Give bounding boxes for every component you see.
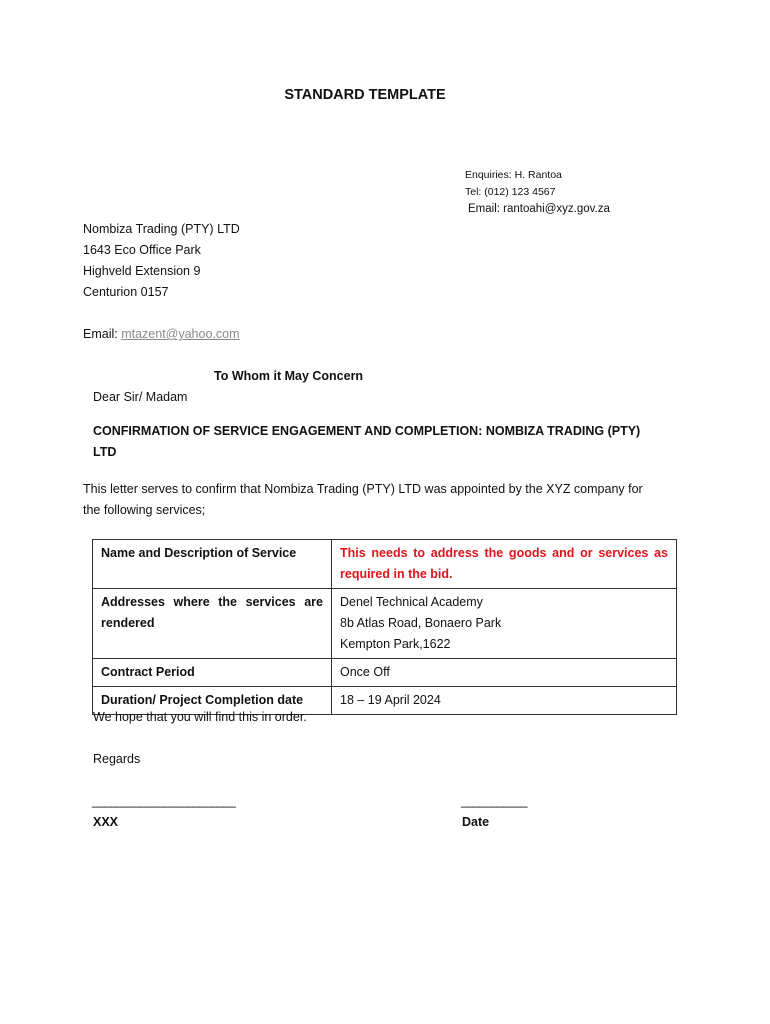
regards: Regards (93, 752, 141, 766)
table-row (93, 659, 677, 687)
recipient-address-line: 1643 Eco Office Park (83, 243, 201, 257)
closing-sentence: We hope that you will find this in order. (93, 710, 307, 724)
table-label-cell (93, 659, 332, 687)
table-row (93, 589, 677, 659)
address-value: Denel Technical Academy (340, 595, 483, 609)
subject-line: LTD (93, 445, 117, 459)
service-name-label: Name and Description of Service (101, 546, 297, 560)
service-description-value: required in the bid. (340, 567, 453, 581)
address-value: Kempton Park,1622 (340, 637, 451, 651)
enquiries-tel: Tel: (012) 123 4567 (465, 186, 556, 198)
table-value-cell (332, 659, 677, 687)
recipient-email-link[interactable]: mtazent@yahoo.com (121, 327, 240, 341)
enquiries-email: Email: rantoahi@xyz.gov.za (468, 203, 610, 215)
duration-value: 18 – 19 April 2024 (340, 693, 441, 707)
intro-paragraph: This letter serves to confirm that Nombiza Trading (PTY) LTD was appointed by the XYZ company for (83, 482, 643, 496)
service-description-value: This needs to address the goods and or services as (340, 546, 668, 560)
address-value: 8b Atlas Road, Bonaero Park (340, 616, 502, 630)
table-value-cell (332, 687, 677, 715)
salutation: Dear Sir/ Madam (93, 390, 188, 404)
table-label-cell (93, 540, 332, 589)
recipient-address-line: Highveld Extension 9 (83, 264, 201, 278)
to-whom-heading: To Whom it May Concern (214, 369, 364, 383)
recipient-address-line: Centurion 0157 (83, 285, 169, 299)
signature-line: ________________________ (92, 794, 235, 808)
contract-period-label: Contract Period (101, 665, 195, 679)
table-value-cell (332, 589, 677, 659)
document-title: STANDARD TEMPLATE (284, 87, 446, 103)
contract-period-value: Once Off (340, 665, 390, 679)
service-table (92, 539, 677, 715)
table-value-cell (332, 540, 677, 589)
intro-paragraph: the following services; (83, 503, 206, 517)
enquiries-name: Enquiries: H. Rantoa (465, 169, 562, 181)
signature-name: XXX (93, 815, 119, 829)
subject-line: CONFIRMATION OF SERVICE ENGAGEMENT AND COMPLETION: NOMBIZA TRADING (PTY) (93, 424, 641, 438)
table-label-cell (93, 589, 332, 659)
addresses-label: Addresses where the services are (101, 595, 323, 609)
addresses-label: rendered (101, 616, 155, 630)
recipient-email-label: Email: (83, 327, 122, 341)
recipient-name: Nombiza Trading (PTY) LTD (83, 222, 240, 236)
date-line: ___________ (461, 794, 527, 808)
recipient-email (83, 327, 240, 341)
date-label: Date (462, 815, 490, 829)
duration-label: Duration/ Project Completion date (101, 693, 304, 707)
table-row (93, 540, 677, 589)
